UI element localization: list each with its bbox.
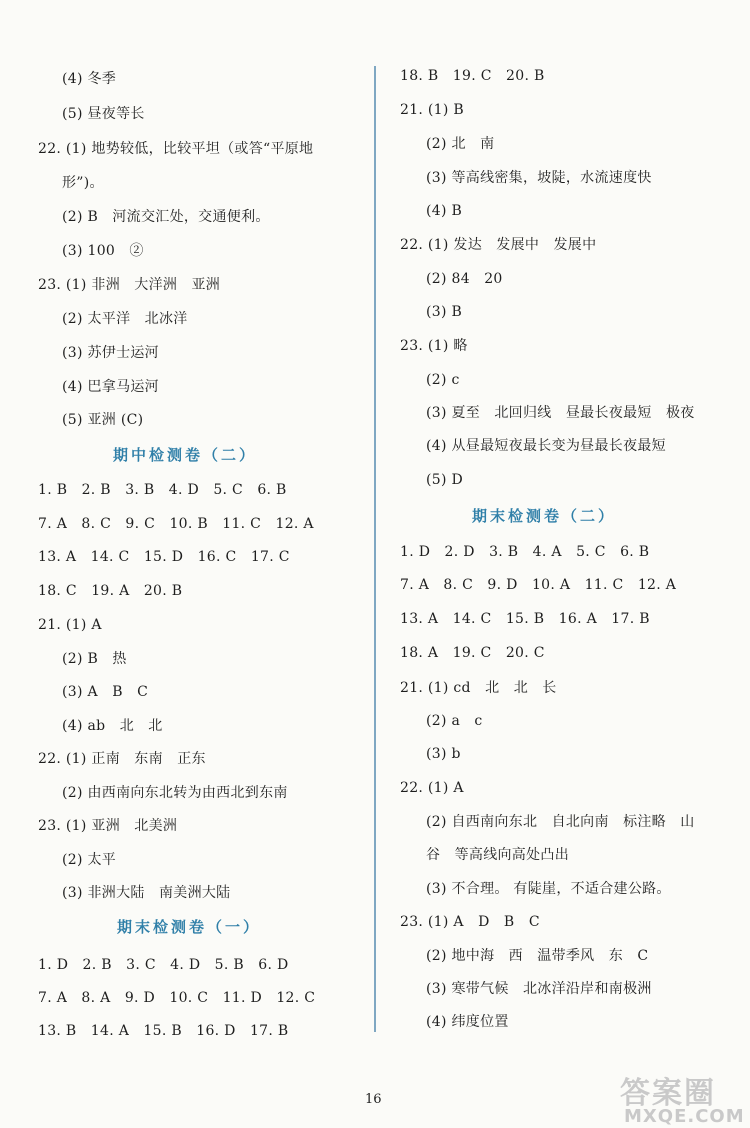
answer-line: 13. A 14. C 15. D 16. C 17. C [38, 549, 290, 565]
section-heading-final-1: 期末检测卷（一） [117, 918, 262, 936]
answer-line: (3) B [426, 304, 463, 320]
answer-line: (3) 苏伊士运河 [62, 345, 159, 361]
answer-line: 13. B 14. A 15. B 16. D 17. B [38, 1023, 289, 1039]
answer-line: (3) 100 ② [62, 243, 144, 259]
answer-line: 13. A 14. C 15. B 16. A 17. B [400, 611, 650, 627]
section-heading-midterm-2: 期中检测卷（二） [113, 446, 258, 464]
answer-line: (4) ab 北 北 [62, 718, 163, 734]
answer-line: 23. (1) 亚洲 北美洲 [38, 818, 178, 834]
column-divider [374, 66, 376, 1032]
answer-line: (4) 从昼最短夜最长变为昼最长夜最短 [426, 438, 666, 454]
answer-line: (2) a c [426, 713, 483, 729]
answer-line: (4) 纬度位置 [426, 1014, 509, 1030]
answer-line: (2) 太平 [62, 852, 117, 868]
answer-line: 23. (1) A D B C [400, 914, 540, 930]
answer-line: (2) B 河流交汇处，交通便利。 [62, 209, 270, 225]
answer-line: (5) 昼夜等长 [62, 106, 145, 122]
answer-line: 21. (1) A [38, 617, 102, 633]
answer-line: (2) 北 南 [426, 136, 495, 152]
answer-line: (3) 等高线密集，坡陡，水流速度快 [426, 170, 652, 186]
answer-line: 7. A 8. A 9. D 10. C 11. D 12. C [38, 990, 316, 1006]
answer-line: 7. A 8. C 9. D 10. A 11. C 12. A [400, 577, 677, 593]
answer-line: (5) D [426, 472, 464, 488]
answer-line: (4) B [426, 203, 463, 219]
answer-line: 21. (1) B [400, 102, 464, 118]
answer-line: (2) B 热 [62, 651, 127, 667]
answer-line: (3) b [426, 746, 461, 762]
answer-line: (2) 84 20 [426, 271, 503, 287]
watermark-url-text: MXQE.COM [624, 1106, 745, 1127]
page-number: 16 [365, 1092, 382, 1107]
answer-line: 1. D 2. B 3. C 4. D 5. B 6. D [38, 957, 289, 973]
answer-line: (2) 自西南向东北 自北向南 标注略 山 [426, 814, 695, 830]
answer-line: (3) 不合理。 有陡崖，不适合建公路。 [426, 881, 671, 897]
answer-line: (3) 非洲大陆 南美洲大陆 [62, 885, 231, 901]
answer-line: 1. D 2. D 3. B 4. A 5. C 6. B [400, 544, 650, 560]
answer-line: 1. B 2. B 3. B 4. D 5. C 6. B [38, 482, 287, 498]
answer-line: 18. C 19. A 20. B [38, 583, 183, 599]
answer-line: (2) 太平洋 北冰洋 [62, 311, 188, 327]
answer-line: (3) 夏至 北回归线 昼最长夜最短 极夜 [426, 405, 695, 421]
answer-line: 谷 等高线向高处凸出 [426, 847, 569, 863]
answer-line: (2) c [426, 372, 460, 388]
answer-line: 22. (1) A [400, 780, 464, 796]
answer-line: (5) 亚洲 (C) [62, 412, 144, 428]
watermark-brand-text: 答案圈 [620, 1076, 716, 1111]
answer-line: (3) 寒带气候 北冰洋沿岸和南极洲 [426, 981, 652, 997]
answer-line: (2) 由西南向东北转为由西北到东南 [62, 785, 288, 801]
answer-line: 22. (1) 发达 发展中 发展中 [400, 237, 597, 253]
answer-line: (4) 冬季 [62, 71, 117, 87]
answer-line: 22. (1) 地势较低，比较平坦（或答“平原地 [38, 141, 314, 157]
answer-line: 23. (1) 略 [400, 338, 468, 354]
answer-line: (2) 地中海 西 温带季风 东 C [426, 948, 649, 964]
answer-line: 23. (1) 非洲 大洋洲 亚洲 [38, 277, 221, 293]
answer-line: 形”)。 [62, 175, 104, 191]
section-heading-final-2: 期末检测卷（二） [472, 507, 617, 525]
watermark-logo [616, 1068, 750, 1128]
answer-line: 18. B 19. C 20. B [400, 68, 545, 84]
answer-line: 18. A 19. C 20. C [400, 645, 545, 661]
answer-line: 21. (1) cd 北 北 长 [400, 680, 557, 696]
answer-line: 7. A 8. C 9. C 10. B 11. C 12. A [38, 516, 314, 532]
answer-line: 22. (1) 正南 东南 正东 [38, 751, 206, 767]
answer-line: (4) 巴拿马运河 [62, 379, 159, 395]
answer-line: (3) A B C [62, 684, 149, 700]
